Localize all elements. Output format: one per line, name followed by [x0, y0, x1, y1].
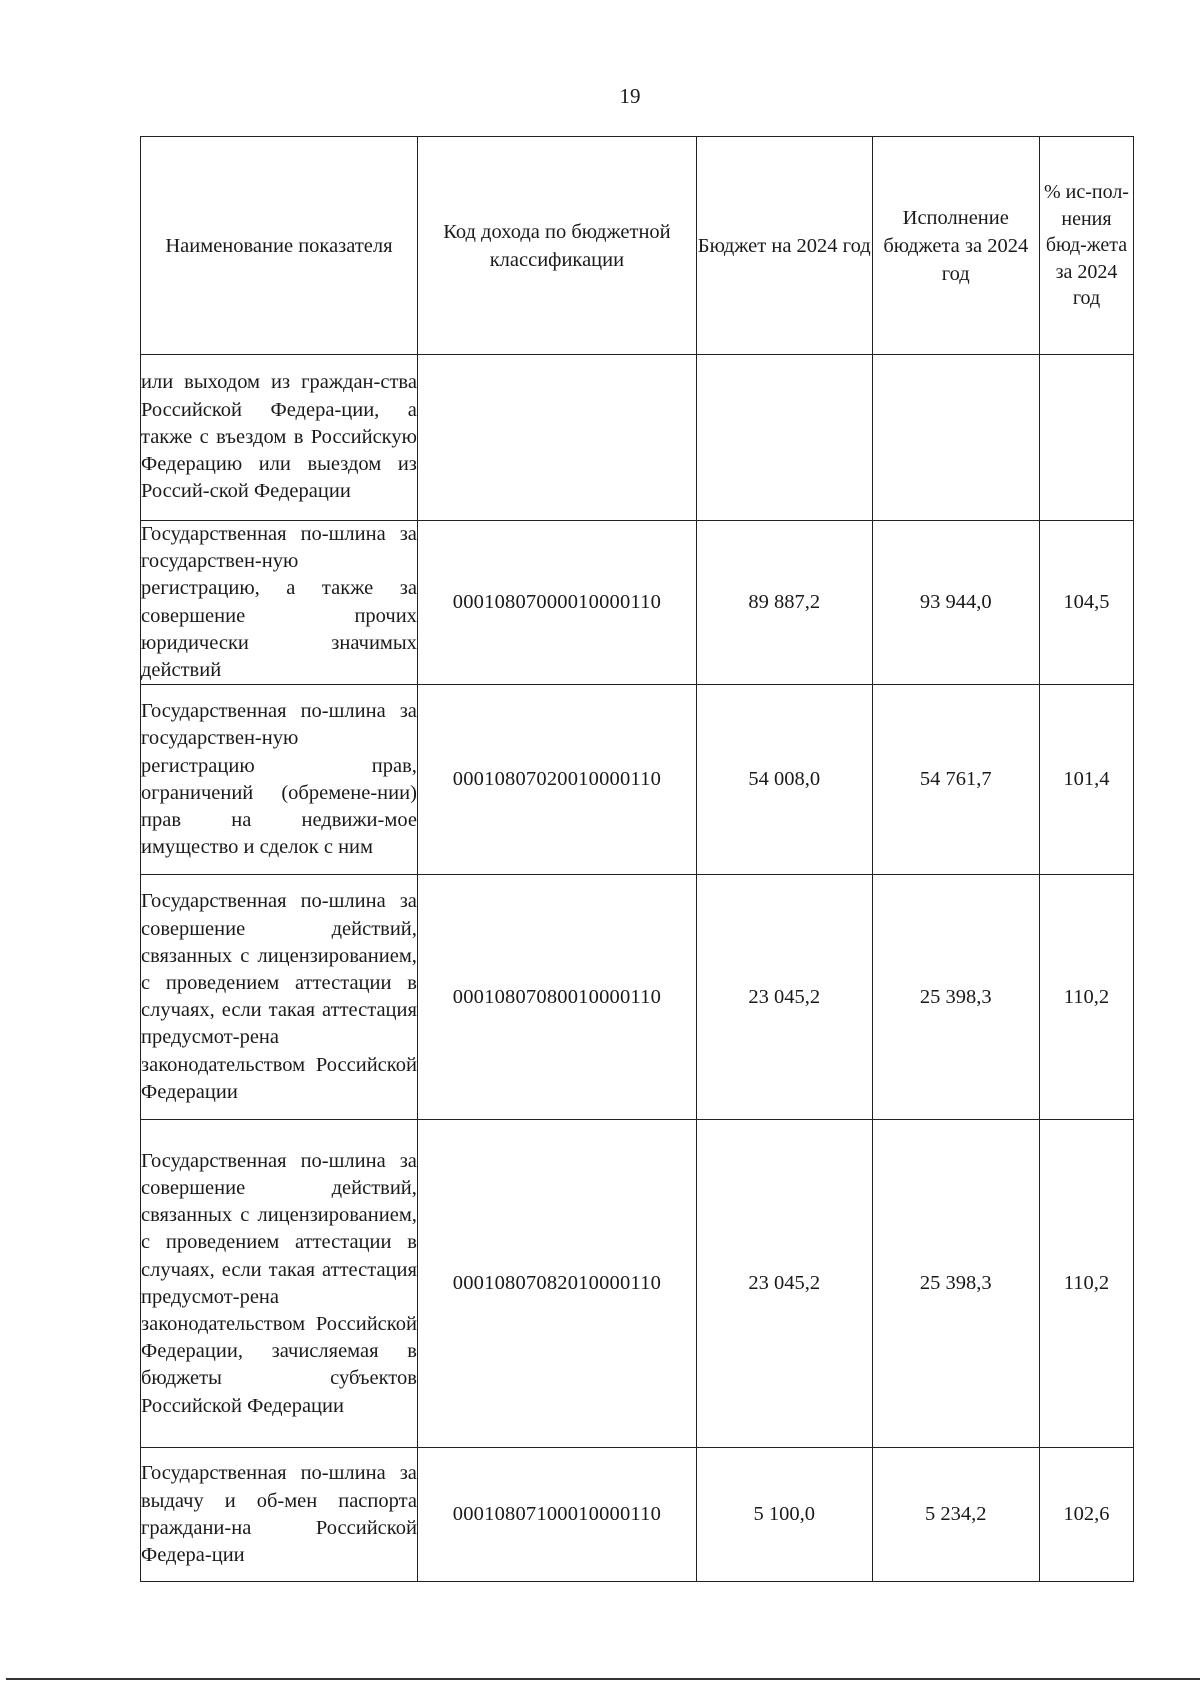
row-percent: 110,2 — [1039, 1120, 1133, 1448]
row-percent: 101,4 — [1039, 685, 1133, 875]
table-row — [141, 875, 1134, 1120]
row-percent: 104,5 — [1039, 521, 1133, 685]
row-budget: 89 887,2 — [696, 521, 872, 685]
row-name: или выходом из граждан-ства Российской Федера-ции, а также с въездом в Российскую Федерацию или выездом из Россий-ской Федерации — [141, 355, 418, 521]
table-row — [141, 521, 1134, 685]
page-number: 19 — [619, 84, 641, 108]
row-execution: 5 234,2 — [872, 1448, 1039, 1582]
table-row — [141, 1448, 1134, 1582]
row-execution: 25 398,3 — [872, 875, 1039, 1120]
row-percent: 110,2 — [1039, 875, 1133, 1120]
table-row — [141, 685, 1134, 875]
page-bottom-rule — [6, 1678, 1200, 1680]
header-percent: % ис-пол-нения бюд-жета за 2024 год — [1039, 137, 1133, 355]
row-code: 00010807100010000110 — [417, 1448, 696, 1582]
row-budget: 23 045,2 — [696, 875, 872, 1120]
row-code — [417, 355, 696, 521]
header-name: Наименование показателя — [141, 137, 418, 355]
row-name: Государственная по-шлина за выдачу и об-мен паспорта граждани-на Российской Федера-ции — [141, 1448, 418, 1582]
row-execution: 93 944,0 — [872, 521, 1039, 685]
row-budget: 23 045,2 — [696, 1120, 872, 1448]
row-name: Государственная по-шлина за государствен-ную регистрацию прав, ограничений (обремене-нии) прав на недвижи-мое имущество и сделок с ним — [141, 685, 418, 875]
row-name: Государственная по-шлина за совершение действий, связанных с лицензированием, с проведением аттестации в случаях, если такая аттестация предусмот-рена законодательством Российской Федерации — [141, 875, 418, 1120]
table-row — [141, 1120, 1134, 1448]
row-execution — [872, 355, 1039, 521]
row-percent: 102,6 — [1039, 1448, 1133, 1582]
row-code: 00010807020010000110 — [417, 685, 696, 875]
row-budget — [696, 355, 872, 521]
header-execution: Исполнение бюджета за 2024 год — [872, 137, 1039, 355]
row-code: 00010807000010000110 — [417, 521, 696, 685]
table-header-row — [141, 137, 1134, 355]
header-budget: Бюджет на 2024 год — [696, 137, 872, 355]
header-code: Код дохода по бюджетной классификации — [417, 137, 696, 355]
row-code: 00010807082010000110 — [417, 1120, 696, 1448]
row-budget: 54 008,0 — [696, 685, 872, 875]
table-row — [141, 355, 1134, 521]
row-execution: 25 398,3 — [872, 1120, 1039, 1448]
row-execution: 54 761,7 — [872, 685, 1039, 875]
row-percent — [1039, 355, 1133, 521]
row-budget: 5 100,0 — [696, 1448, 872, 1582]
row-code: 00010807080010000110 — [417, 875, 696, 1120]
row-name: Государственная по-шлина за совершение действий, связанных с лицензированием, с проведением аттестации в случаях, если такая аттестация предусмот-рена законодательством Российской Федерации, зачисляемая в бюджеты субъектов Российской Федерации — [141, 1120, 418, 1448]
budget-table — [140, 136, 1134, 1582]
row-name: Государственная по-шлина за государствен-ную регистрацию, а также за совершение прочих юридически значимых действий — [141, 521, 418, 685]
